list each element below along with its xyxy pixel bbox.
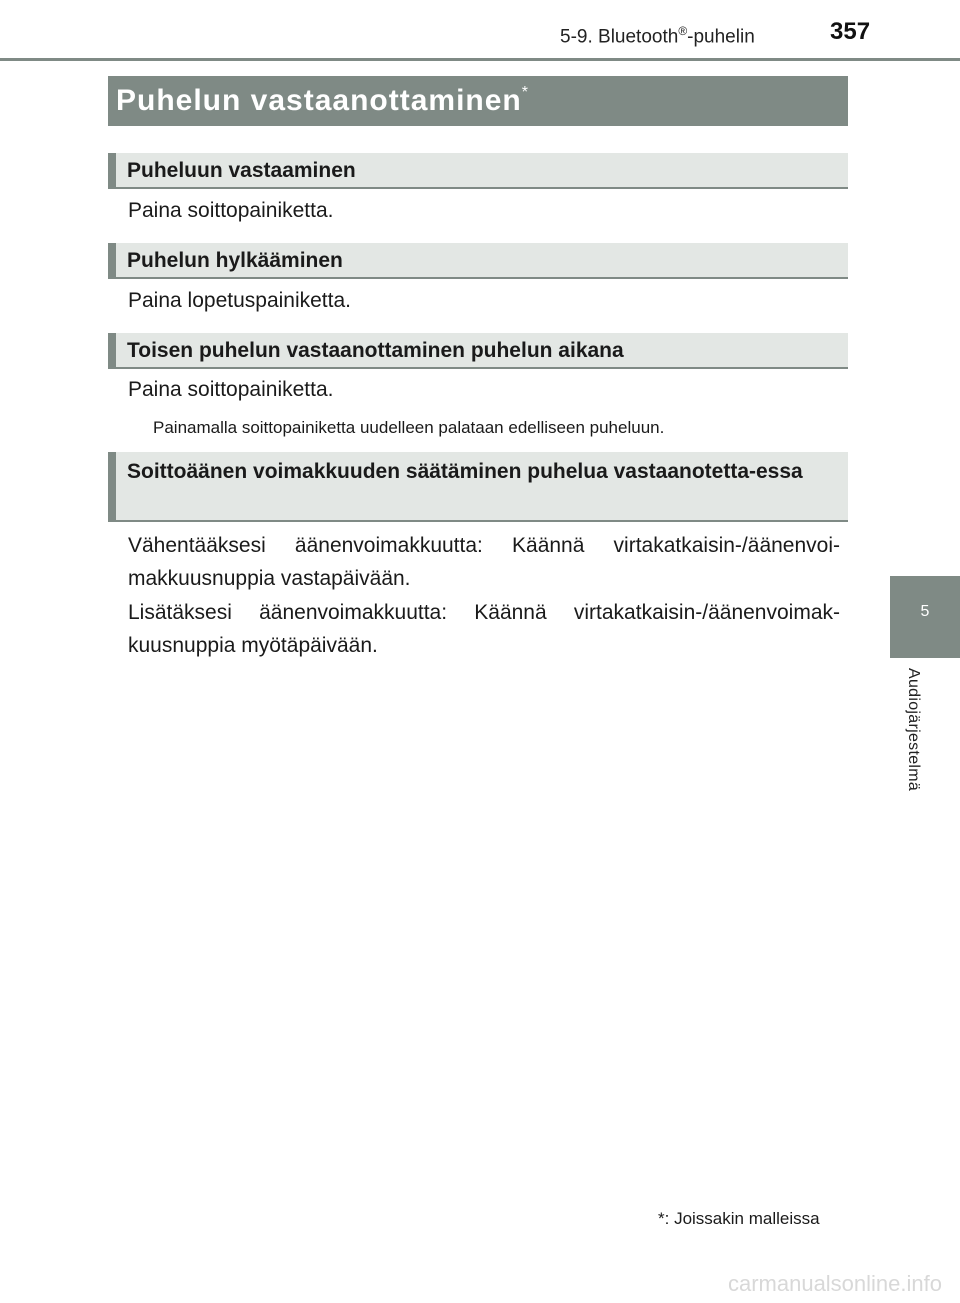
page-number: 357: [830, 18, 871, 45]
section-heading-second-call: Toisen puhelun vastaanottaminen puhelun aikana: [108, 333, 848, 369]
header-section-suffix: -puhelin: [687, 26, 755, 48]
section-heading-reject: Puhelun hylkääminen: [108, 243, 848, 279]
section-heading-ringtone-volume: Soittoäänen voimakkuuden säätäminen puhelua vastaanotetta-essa: [108, 452, 848, 522]
section-body-answer: Paina soittopainiketta.: [128, 199, 334, 222]
registered-mark: ®: [678, 24, 688, 38]
section-body-second-call: Paina soittopainiketta.: [128, 378, 334, 401]
page-title-text: Puhelun vastaanottaminen: [116, 84, 522, 117]
page-title: [108, 76, 848, 126]
paragraph-increase-volume: Lisätäksesi äänenvoimakkuutta: Käännä virtakatkaisin-/äänenvoimak-kuusnuppia myötäpäivään.: [128, 601, 840, 657]
header-section-prefix: 5-9. Bluetooth: [560, 26, 679, 48]
footnote-text: : Joissakin malleissa: [664, 1209, 820, 1228]
section-body-reject: Paina lopetuspainiketta.: [128, 289, 351, 312]
asterisk-icon: *: [521, 84, 529, 101]
running-header: [560, 24, 755, 48]
header-rule: [0, 58, 960, 61]
section-note-second-call: Painamalla soittopainiketta uudelleen palataan edelliseen puheluun.: [153, 418, 665, 437]
footnote-asterisk-icon: *: [658, 1209, 665, 1228]
section-heading-answer: Puheluun vastaaminen: [108, 153, 848, 189]
footnote: [658, 1209, 820, 1229]
watermark: carmanualsonline.info: [727, 1271, 942, 1296]
chapter-tab: 5: [890, 576, 960, 658]
chapter-label: Audiojärjestelmä: [905, 668, 922, 792]
paragraph-decrease-volume: Vähentääksesi äänenvoimakkuutta: Käännä virtakatkaisin-/äänenvoi-makkuusnuppia vastapäivään.: [128, 534, 840, 590]
